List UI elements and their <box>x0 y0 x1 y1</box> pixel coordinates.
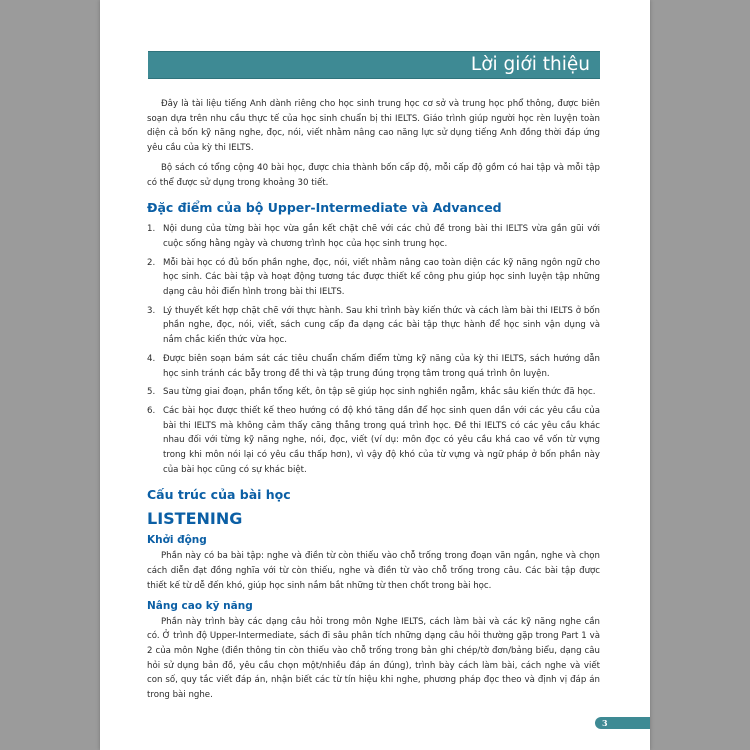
list-text: Lý thuyết kết hợp chặt chẽ với thực hành. Sau khi trình bày kiến thức và cách làm bài thi IELTS ở bốn phần nghe, đọc, nói, viết, sách cung cấp đa dạng các bài tập thực hành để học sinh vận dụng và nắm chắc kiến thức vừa học. <box>163 305 600 346</box>
list-number: 6. <box>147 405 156 416</box>
list-item <box>147 352 600 381</box>
list-number: 4. <box>147 353 156 364</box>
list-item <box>147 385 600 400</box>
features-heading: Đặc điểm của bộ Upper-Intermediate và Advanced <box>147 200 502 216</box>
list-text: Mỗi bài học có đủ bốn phần nghe, đọc, nói, viết nhằm nâng cao toàn diện các kỹ năng ngôn ngữ cho học sinh. Các bài tập và hoạt động tương tác được thiết kế công phu giúp học sinh luyện tập những dạng câu hỏi điển hình trong bài thi IELTS. <box>163 257 600 298</box>
subsection-paragraph: Phần này có ba bài tập: nghe và điền từ còn thiếu vào chỗ trống trong đoạn văn ngắn, nghe và chọn cách diễn đạt đồng nghĩa với từ còn thiếu, nghe và điền từ vào chỗ trống trong câu. Các bài tập được thiết kế từ dễ đến khó, giúp học sinh nắm bắt những từ then chốt trong bài học. <box>147 551 600 591</box>
document-page <box>100 0 650 750</box>
list-number: 5. <box>147 387 156 398</box>
skill-heading: LISTENING <box>147 509 243 529</box>
list-number: 2. <box>147 257 156 268</box>
list-text: Các bài học được thiết kế theo hướng có độ khó tăng dần để học sinh quen dần với các yêu cầu của bài thi IELTS mà không cảm thấy căng thẳng trong quá trình học. Đề thi IELTS có các yêu cầu khác nhau đối với từng kỹ năng nghe, nói, đọc, viết (ví dụ: môn đọc có yêu cầu khá cao về vốn từ vựng trong khi môn nói lại có yêu cầu thấp hơn), vì vậy độ khó của từ vựng và ngữ pháp ở bốn phần này của bài học cũng có sự khác biệt. <box>163 405 600 475</box>
subsection-paragraph: Phần này trình bày các dạng câu hỏi trong môn Nghe IELTS, cách làm bài và các kỹ năng nghe cần có. Ở trình độ Upper-Intermediate, sách đi sâu phân tích những dạng câu hỏi thường gặp trong Part 1 và 2 của môn Nghe (điền thông tin còn thiếu vào chỗ trống trong bản ghi chép/tờ đơn/bảng biểu, dạng câu hỏi sử dụng bản đồ, yêu cầu chọn một/nhiều đáp án đúng), trình bày cách làm bài, cách nghe và viết con số, quy tắc viết đáp án, nhận biết các từ tín hiệu khi nghe, phương pháp đọc theo và định vị đáp án trong bài nghe. <box>147 616 600 701</box>
features-list <box>147 222 600 477</box>
list-item <box>147 256 600 300</box>
subsection-heading: Khởi động <box>147 534 207 547</box>
subsection-heading: Nâng cao kỹ năng <box>147 599 253 612</box>
page-content <box>147 97 600 708</box>
list-number: 1. <box>147 224 156 235</box>
list-text: Sau từng giai đoạn, phần tổng kết, ôn tập sẽ giúp học sinh nghiền ngẫm, khắc sâu kiến thức đã học. <box>163 387 596 398</box>
list-item <box>147 222 600 251</box>
page-number-tab <box>595 717 650 729</box>
list-text: Được biên soạn bám sát các tiêu chuẩn chấm điểm từng kỹ năng của kỳ thi IELTS, sách hướng dẫn học sinh tránh các bẫy trong đề thi và tập trung đúng trọng tâm trong quá trình ôn luyện. <box>163 353 600 379</box>
intro-paragraph-2: Bộ sách có tổng cộng 40 bài học, được chia thành bốn cấp độ, mỗi cấp độ gồm có hai tập và mỗi tập có thể được sử dụng trong khoảng 30 tiết. <box>147 162 600 188</box>
list-text: Nội dung của từng bài học vừa gắn kết chặt chẽ với các chủ đề trong bài thi IELTS vừa gần gũi với cuộc sống hằng ngày và chương trình học của học sinh trung học. <box>163 224 600 249</box>
title-banner <box>148 51 600 79</box>
list-item <box>147 304 600 348</box>
page-number: 3 <box>602 718 608 728</box>
intro-paragraph-1: Đây là tài liệu tiếng Anh dành riêng cho học sinh trung học cơ sở và trung học phổ thông, được biên soạn dựa trên nhu cầu thực tế của học sinh chuẩn bị thi IELTS. Giáo trình giúp người học rèn luyện toàn diện cả bốn kỹ năng nghe, đọc, nói, viết nhằm nâng cao năng lực sử dụng tiếng Anh đồng thời đáp ứng yêu cầu của kỳ thi IELTS. <box>147 99 600 154</box>
list-number: 3. <box>147 305 156 316</box>
structure-heading: Cấu trúc của bài học <box>147 487 291 503</box>
list-item <box>147 404 600 478</box>
page-title: Lời giới thiệu <box>470 54 590 75</box>
